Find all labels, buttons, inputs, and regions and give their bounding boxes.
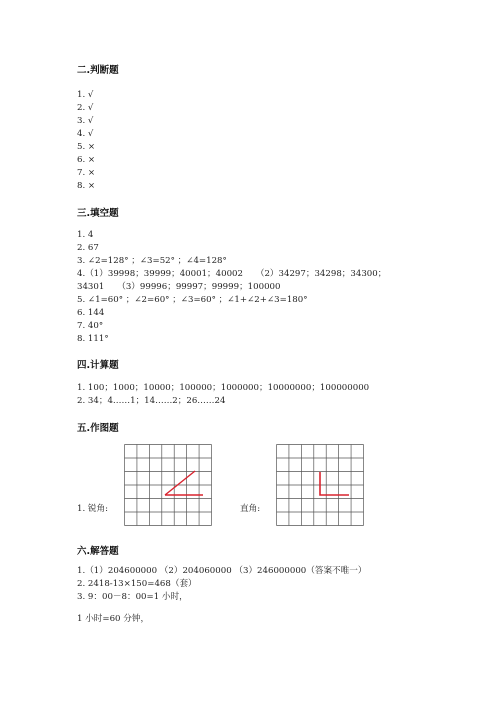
- fill-answer-8: 8. 111°: [77, 334, 109, 344]
- judge-answer-4: 4. √: [77, 129, 94, 139]
- right-angle-rays: [320, 472, 349, 495]
- right-angle-label: 直角:: [240, 504, 261, 514]
- judge-answer-3: 3. √: [77, 116, 94, 126]
- solve-answer-3-cont: 1 小时=60 分钟，: [77, 614, 150, 624]
- solve-answer-1: 1.（1）204600000 （2）204060000 （3）246000000（答案不唯一）: [77, 566, 367, 576]
- calc-answer-1: 1. 100；1000；10000；100000；1000000；10000000；100000000: [77, 383, 370, 393]
- section-title-calc: 四.计算题: [77, 360, 119, 371]
- fill-answer-7: 7. 40°: [77, 321, 104, 331]
- acute-angle-label: 1. 锐角:: [77, 504, 109, 514]
- solve-answer-3: 3. 9：00－8：00=1 小时，: [77, 592, 188, 602]
- acute-angle-ray: [165, 471, 195, 495]
- section-title-judge: 二.判断题: [77, 65, 119, 76]
- judge-answer-1: 1. √: [77, 90, 94, 100]
- section-title-fill: 三.填空题: [77, 208, 119, 219]
- judge-answer-2: 2. √: [77, 103, 94, 113]
- judge-answer-5: 5. ×: [77, 142, 96, 152]
- right-angle-grid: [276, 444, 364, 526]
- judge-answer-7: 7. ×: [77, 168, 96, 178]
- fill-answer-2: 2. 67: [77, 243, 99, 253]
- section-title-answer: 六.解答题: [77, 546, 119, 557]
- fill-answer-4-cont: 34301 （3）99996；99997；99999；100000: [77, 282, 281, 292]
- grid-lines: [125, 445, 212, 526]
- judge-answer-8: 8. ×: [77, 181, 96, 191]
- judge-answer-6: 6. ×: [77, 155, 96, 165]
- fill-answer-3: 3. ∠2=128° ；∠3=52° ；∠4=128°: [77, 256, 227, 266]
- acute-angle-grid: [124, 444, 212, 526]
- fill-answer-6: 6. 144: [77, 308, 105, 318]
- fill-answer-4: 4.（1）39998；39999；40001；40002 （2）34297；34298；34300；: [77, 269, 387, 279]
- solve-answer-2: 2. 2418-13×150=468（套）: [77, 579, 197, 589]
- section-title-draw: 五.作图题: [77, 423, 119, 434]
- fill-answer-5: 5. ∠1=60° ；∠2=60° ；∠3=60° ；∠1+∠2+∠3=180°: [77, 295, 308, 305]
- fill-answer-1: 1. 4: [77, 230, 94, 240]
- calc-answer-2: 2. 34；4……1；14……2；26……24: [77, 396, 226, 406]
